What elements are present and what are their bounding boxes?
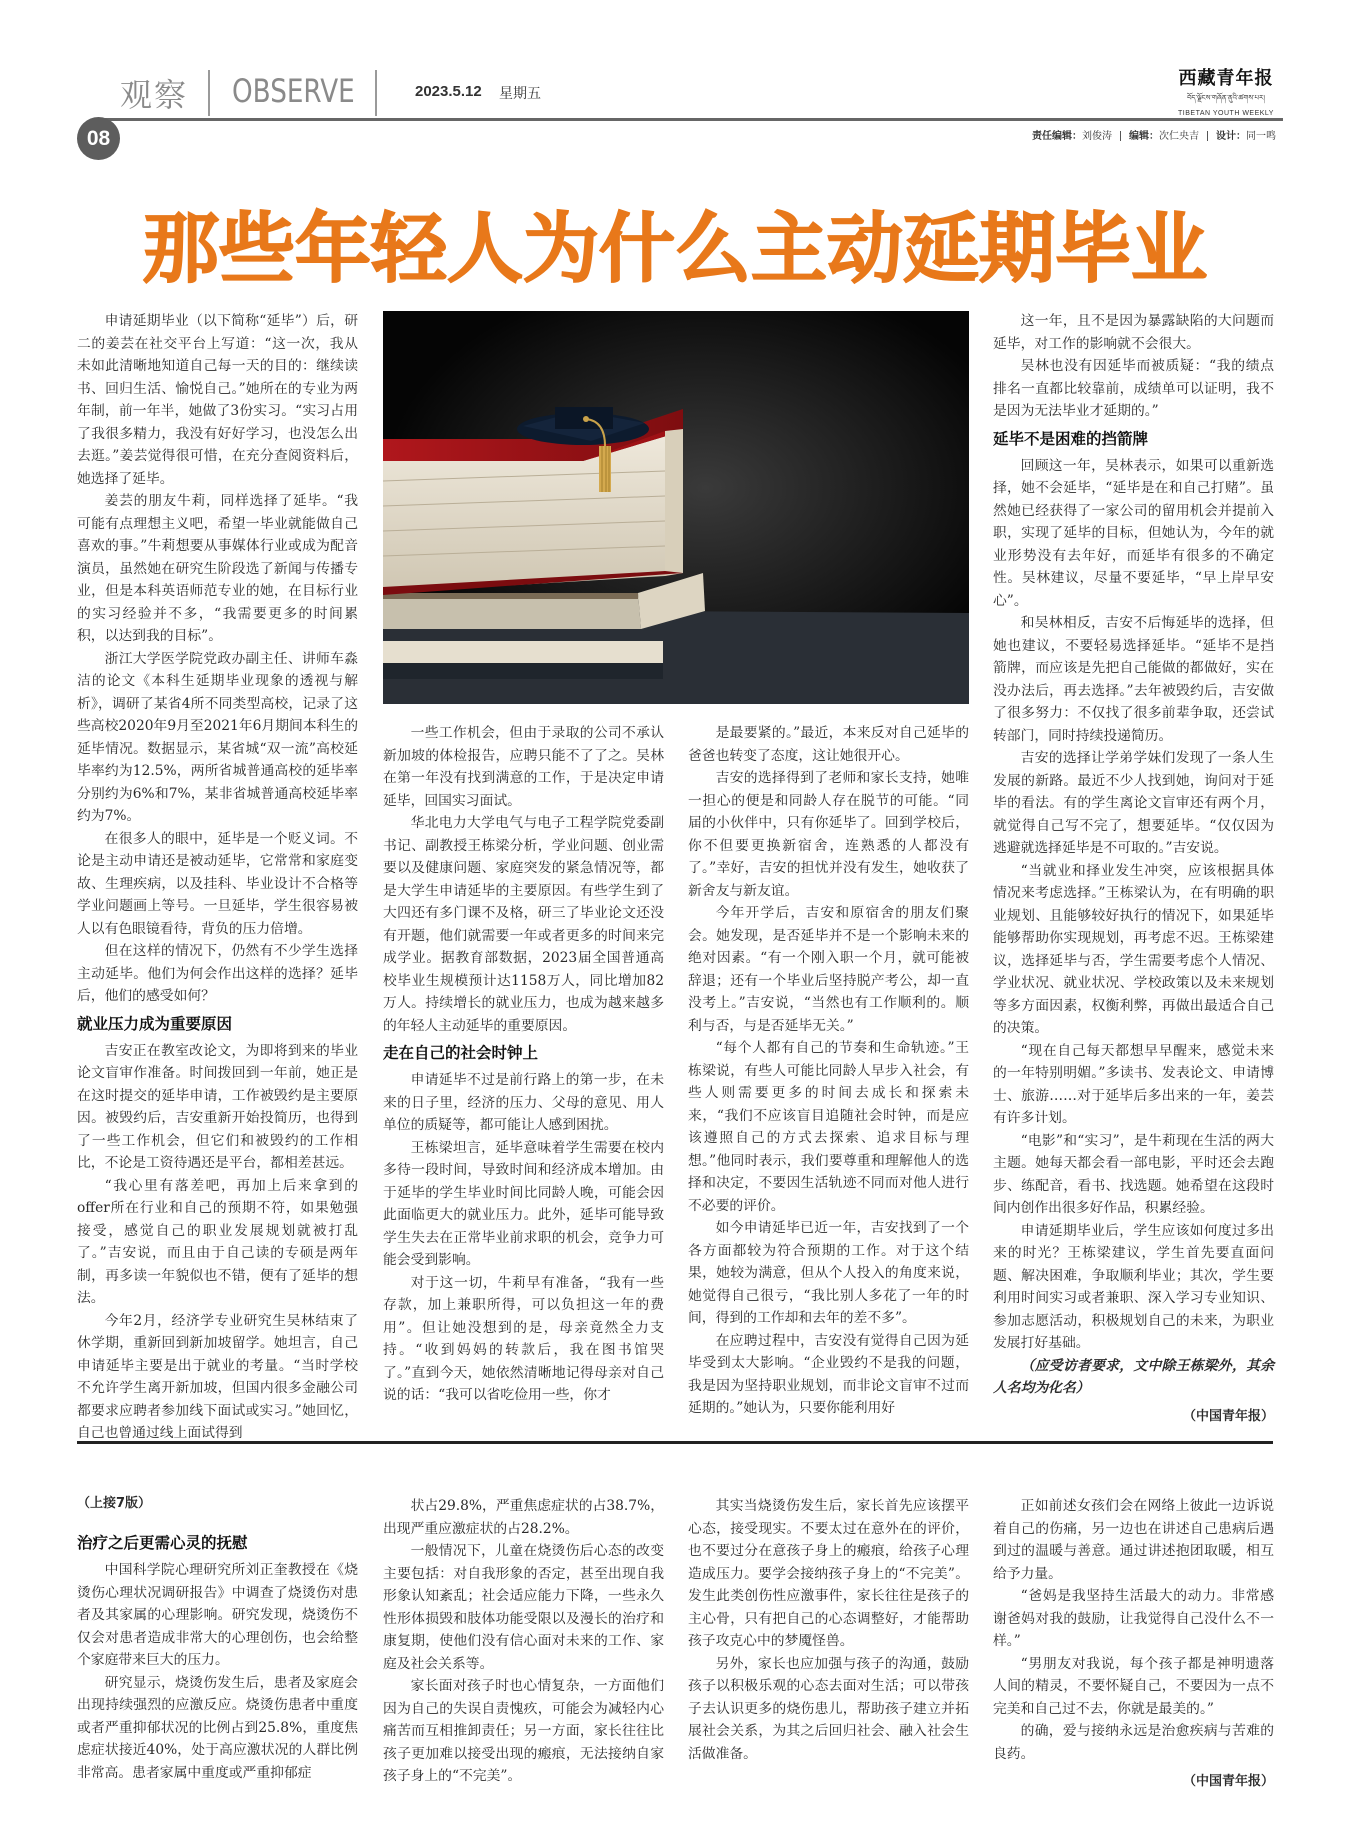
article-col1-paragraphs bbox=[77, 310, 358, 1008]
bottom-col4-paragraphs bbox=[993, 1495, 1274, 1765]
issue-date: 2023.5.12 bbox=[415, 83, 482, 100]
article-col2-paragraphs bbox=[383, 722, 664, 1037]
paragraph: 另外，家长也应加强与孩子的沟通，鼓励孩子以积极乐观的心态去面对生活；可以带孩子去认识更多的烧伤患儿，帮助孩子建立并拓展社会关系，为其之后回归社会、融入社会生活做准备。 bbox=[688, 1655, 969, 1762]
paragraph: “爸妈是我坚持生活最大的动力。非常感谢爸妈对我的鼓励，让我觉得自己没什么不一样。” bbox=[993, 1588, 1274, 1649]
copy-editor-name: 次仁央吉 bbox=[1159, 131, 1199, 142]
paragraph: 一般情况下，儿童在烧烫伤后心态的改变主要包括：对自我形象的否定，甚至出现自我形象认知紊乱；社会适应能力下降，一些永久性形体损毁和肢体功能受限以及漫长的治疗和康复期，使他们没有信心面对未来的工作、家庭及社会关系等。 bbox=[383, 1543, 664, 1672]
paragraph: 研究显示，烧烫伤发生后，患者及家庭会出现持续强烈的应激反应。烧烫伤患者中重度或者严重抑郁状况的比例占到25.8%，重度焦虑症状接近40%，处于高应激状况的人群比例非常高。患者家属中重度或严重抑郁症 bbox=[77, 1674, 358, 1781]
section-title-en: OBSERVE bbox=[232, 72, 355, 110]
continued-label: （上接7版） bbox=[77, 1496, 152, 1511]
paragraph: 华北电力大学电气与电子工程学院党委副书记、副教授王栋梁分析，学业问题、创业需要以及健康问题、家庭突发的紧急情况等，都是大学生申请延毕的主要原因。有些学生到了大四还有多门课不及格，研三了毕业论文还没有开题，他们就需要一年或者更多的时间来完成学业。据教育部数据，2023届全国普通高校毕业生规模预计达1158万人，同比增加82万人。持续增长的就业压力，也成为越来越多的年轻人主动延毕的重要原因。 bbox=[383, 815, 664, 1034]
masthead-title: 西藏青年报 bbox=[1178, 68, 1274, 89]
bottom-column-4 bbox=[993, 1495, 1274, 1813]
paragraph: 王栋梁坦言，延毕意味着学生需要在校内多待一段时间，导致时间和经济成本增加。由于延毕的学生毕业时间比同龄人晚，可能会因此面临更大的就业压力。此外，延毕可能导致学生失去在正常毕业前求职的机会，竞争力可能会受到影响。 bbox=[383, 1139, 664, 1268]
subheading-not-excuse: 延毕不是困难的挡箭牌 bbox=[993, 429, 1149, 448]
paragraph: 这一年，且不是因为暴露缺陷的大问题而延毕，对工作的影响就不会很大。 bbox=[993, 313, 1274, 352]
header-rule bbox=[105, 118, 1283, 121]
paragraph: “男朋友对我说，每个孩子都是神明遗落人间的精灵，不要怀疑自己，不要因为一点不完美和自己过不去，你就是最美的。” bbox=[993, 1655, 1274, 1717]
paragraph: 但在这样的情况下，仍然有不少学生选择主动延毕。他们为何会作出这样的选择？延毕后，他们的感受如何？ bbox=[77, 943, 358, 1004]
paragraph: 和吴林相反，吉安不后悔延毕的选择，但她也建议，不要轻易选择延毕。“延毕不是挡箭牌，而应该是先把自己能做的都做好，实在没办法后，再去选择。”去年被毁约后，吉安做了很多努力：不仅找了很多前辈争取，还尝试转部门，同时持续投递简历。 bbox=[993, 615, 1274, 744]
paragraph: 吉安的选择得到了老师和家长支持，她唯一担心的便是和同龄人存在脱节的可能。“同届的小伙伴中，只有你延毕了。回到学校后，你不但要更换新宿舍，连熟悉的人都没有了。”幸好，吉安的担忧并没有发生，她收获了新舍友与新友谊。 bbox=[688, 770, 969, 899]
editor-credits bbox=[1032, 127, 1276, 142]
paragraph: 是最要紧的。”最近，本来反对自己延毕的爸爸也转变了态度，这让她很开心。 bbox=[688, 725, 969, 764]
paragraph: 姜芸的朋友牛莉，同样选择了延毕。“我可能有点理想主义吧，希望一毕业就能做自己喜欢的事。”牛莉想要从事媒体行业或成为配音演员，虽然她在研究生阶段选了新闻与传播专业，但是本科英语师范专业的她，在目标行业的实习经验并不多，“我需要更多的时间累积，以达到我的目标”。 bbox=[77, 493, 358, 644]
article-col1-after bbox=[77, 1040, 358, 1445]
bottom-source-label: （中国青年报） bbox=[1182, 1774, 1274, 1789]
paragraph: 的确，爱与接纳永远是治愈疾病与苦难的良药。 bbox=[993, 1723, 1274, 1762]
bottom-col2-paragraphs bbox=[383, 1495, 664, 1788]
article-column-2 bbox=[383, 722, 664, 1430]
credit-separator bbox=[1207, 131, 1208, 141]
paragraph: 回顾这一年，吴林表示，如果可以重新选择，她不会延毕，“延毕是在和自己打赌”。虽然她已经获得了一家公司的留用机会并提前入职，实现了延毕的目标，但她认为，今年的就业形势没有去年好，而延毕有很多的不确定性。吴林建议，尽量不要延毕，“早上岸早安心”。 bbox=[993, 457, 1274, 609]
article-column-3 bbox=[688, 722, 969, 1430]
article-col4-paragraphs bbox=[993, 310, 1274, 423]
paragraph: 今年开学后，吉安和原宿舍的朋友们聚会。她发现，是否延毕并不是一个影响未来的绝对因素。“有一个刚入职一个月，就可能被辞退；还有一个毕业后坚持脱产考公，却一直没考上。”吉安说，“当然也有工作顺利的。顺利与否，与是否延毕无关。” bbox=[688, 905, 969, 1034]
paragraph: 申请延期毕业后，学生应该如何度过多出来的时光？王栋梁建议，学生首先要直面问题、解决困难，争取顺利毕业；其次，学生要利用时间实习或者兼职、深入学习专业知识、参加志愿活动，积极规划自己的未来，为职业发展打好基础。 bbox=[993, 1222, 1274, 1351]
paragraph: 在很多人的眼中，延毕是一个贬义词。不论是主动申请还是被动延毕，它常常和家庭变故、生理疾病，以及挂科、毕业设计不合格等学业问题画上等号。一旦延毕，学生很容易被人以有色眼镜看待，背负的压力倍增。 bbox=[77, 830, 358, 937]
article-column-1 bbox=[77, 310, 358, 1441]
bottom-heading: 治疗之后更需心灵的抚慰 bbox=[77, 1534, 248, 1552]
paragraph: 中国科学院心理研究所刘正奎教授在《烧烫伤心理状况调研报告》中调查了烧烫伤对患者及其家属的心理影响。研究发现，烧烫伤不仅会对患者造成非常大的心理创伤，也会给整个家庭带来巨大的压力。 bbox=[77, 1562, 358, 1668]
article-column-4 bbox=[993, 310, 1274, 1430]
paragraph: 其实当烧烫伤发生后，家长首先应该摆平心态，接受现实。不要太过在意外在的评价，也不要过分在意孩子身上的瘢痕，给孩子心理造成压力。要学会接纳孩子身上的“不完美”。发生此类创伤性应激事件，家长往往是孩子的主心骨，只有把自己的心态调整好，才能帮助孩子攻克心中的梦魇怪兽。 bbox=[688, 1498, 969, 1649]
editor-label: 责任编辑： bbox=[1032, 131, 1082, 142]
paragraph: “当就业和择业发生冲突，应该根据具体情况来考虑选择。”王栋梁认为，在有明确的职业规划、且能够较好执行的情况下，如果延毕能够帮助你实现规划，再考虑不迟。王栋梁建议，选择延毕与否，学生需要考虑个人情况、学业状况、就业状况、学校政策以及未来规划等多方面因素，权衡利弊，再做出最适合自己的决策。 bbox=[993, 862, 1274, 1036]
page-number-badge: 08 bbox=[77, 117, 120, 160]
bottom-column-3 bbox=[688, 1495, 969, 1813]
bottom-column-2 bbox=[383, 1495, 664, 1813]
paragraph: 申请延期毕业（以下简称“延毕”）后，研二的姜芸在社交平台上写道：“这一次，我从未如此清晰地知道自己每一天的目的：继续读书、回归生活、愉悦自己。”她所在的专业为两年制，前一年半，她做了3份实习。“实习占用了我很多精力，我没有好好学习，也没怎么出去逛。”姜芸觉得很可惜，在充分查阅资料后，她选择了延毕。 bbox=[77, 313, 358, 487]
designer-name: 同一鸣 bbox=[1246, 131, 1276, 142]
paragraph: 如今申请延毕已近一年，吉安找到了一个各方面都较为符合预期的工作。对于这个结果，她较为满意，但从个人投入的角度来说，她觉得自己很亏，“我比别人多花了一年的时间，得到的工作却和去年的差不多”。 bbox=[688, 1220, 969, 1326]
paragraph: “我心里有落差吧，再加上后来拿到的offer所在行业和自己的预期不符，如果勉强接受，感觉自己的职业发展规划就被打乱了。”吉安说，而且由于自己读的专硕是两年制，再多读一年貌似也不错，便有了延毕的想法。 bbox=[77, 1177, 358, 1306]
issue-weekday: 星期五 bbox=[499, 86, 541, 102]
copy-editor-label: 编辑： bbox=[1129, 131, 1159, 142]
masthead-logo bbox=[1176, 64, 1276, 117]
paragraph: 在应聘过程中，吉安没有觉得自己因为延毕受到太大影响。“企业毁约不是我的问题，我是因为坚持职业规划，而非论文盲审不过而延期的。”她认为，只要你能利用好 bbox=[688, 1332, 969, 1416]
designer-label: 设计： bbox=[1216, 131, 1246, 142]
header-divider bbox=[208, 70, 210, 116]
paragraph: 正如前述女孩们会在网络上彼此一边诉说着自己的伤痛，另一边也在讲述自己患病后遇到过的温暖与善意。通过讲述抱团取暖，相互给予力量。 bbox=[993, 1498, 1274, 1582]
paragraph: 状占29.8%，严重焦虑症状的占38.7%，出现严重应激症状的占28.2%。 bbox=[383, 1498, 664, 1537]
editor-name: 刘俊涛 bbox=[1082, 131, 1112, 142]
article-col3-paragraphs bbox=[688, 722, 969, 1420]
paragraph: 申请延毕不过是前行路上的第一步，在未来的日子里，经济的压力、父母的意见、用人单位的质疑等，都可能让人感到困扰。 bbox=[383, 1072, 664, 1133]
paragraph: 吉安的选择让学弟学妹们发现了一条人生发展的新路。最近不少人找到她，询问对于延毕的看法。有的学生离论文盲审还有两个月，就觉得自己写不完了，想要延毕。“仅仅因为逃避就选择延毕是不可取的。”吉安说。 bbox=[993, 750, 1274, 856]
author-note: （应受访者要求，文中除王栋梁外，其余人名均为化名） bbox=[993, 1357, 1274, 1396]
source-label: （中国青年报） bbox=[1182, 1408, 1274, 1424]
paragraph: 家长面对孩子时也心情复杂，一方面他们因为自己的失误自责愧疚，可能会为减轻内心痛苦而互相推卸责任；另一方面，家长往往比孩子更加难以接受出现的瘢痕，无法接纳自家孩子身上的“不完美”。 bbox=[383, 1678, 664, 1784]
graduation-cap-photo bbox=[383, 311, 969, 704]
header-divider bbox=[375, 70, 377, 116]
subheading-employment-pressure: 就业压力成为重要原因 bbox=[77, 1014, 233, 1033]
paragraph: 吉安正在教室改论文，为即将到来的毕业论文盲审作准备。时间拨回到一年前，她正是在这时提交的延毕申请，工作被毁约是主要原因。被毁约后，吉安重新开始投简历，也得到了一些工作机会，但它们和被毁约的工作相比，不论是工资待遇还是平台，都相差甚远。 bbox=[77, 1042, 358, 1171]
credit-separator bbox=[1120, 131, 1121, 141]
bottom-col1-paragraphs bbox=[77, 1559, 358, 1784]
graduation-cap-books-icon bbox=[383, 311, 969, 704]
masthead-tibetan: བོད་ལྗོངས་གཞོན་ནུའི་ཚགས་པར། bbox=[1187, 94, 1265, 102]
paragraph: “电影”和“实习”，是牛莉现在生活的两大主题。她每天都会看一部电影，平时还会去跑步、练配音，看书、找选题。她希望在这段时间内创作出很多好作品，积累经验。 bbox=[993, 1132, 1274, 1216]
paragraph: “每个人都有自己的节奏和生命轨迹。”王栋梁说，有些人可能比同龄人早步入社会，有些人则需要更多的时间去成长和探索未来，“我们不应该盲目追随社会时钟，而是应该遵照自己的方式去探索、追求目标与理想。”他同时表示，我们要尊重和理解他人的选择和决定，不要因生活轨迹不同而对他人进行不必要的评价。 bbox=[688, 1040, 969, 1214]
paragraph: 今年2月，经济学专业研究生吴林结束了休学期，重新回到新加坡留学。她坦言，自己申请延毕主要是出于就业的考量。“当时学校不允许学生离开新加坡，但国内很多金融公司都要求应聘者参加线下面试或实习。”她回忆，自己也曾通过线上面试得到 bbox=[77, 1312, 358, 1441]
paragraph: 吴林也没有因延毕而被质疑：“我的绩点排名一直都比较靠前，成绩单可以证明，我不是因为无法毕业才延期的。” bbox=[993, 358, 1274, 419]
paragraph: 一些工作机会，但由于录取的公司不承认新加坡的体检报告，应聘只能不了了之。吴林在第一年没有找到满意的工作，于是决定申请延毕，回国实习面试。 bbox=[383, 725, 664, 809]
bottom-column-1 bbox=[77, 1492, 358, 1812]
article-col4-after bbox=[993, 455, 1274, 1355]
paragraph: “现在自己每天都想早早醒来，感觉未来的一年特别明媚。”多读书、发表论文、申请博士、旅游……对于延毕后多出来的一年，姜芸有许多计划。 bbox=[993, 1042, 1274, 1126]
paragraph: 浙江大学医学院党政办副主任、讲师车淼洁的论文《本科生延期毕业现象的透视与解析》，调研了某省4所不同类型高校，记录了这些高校2020年9月至2021年6月期间本科生的延毕情况。数据显示，某省城“双一流”高校延毕率约为12.5%，两所省城普通高校的延毕率分别约为6%和7%，某非省城普通高校延毕率约为7%。 bbox=[77, 650, 358, 824]
article-headline: 那些年轻人为什么主动延期毕业 bbox=[143, 204, 1207, 293]
subheading-social-clock: 走在自己的社会时钟上 bbox=[383, 1044, 539, 1062]
paragraph: 对于这一切，牛莉早有准备，“我有一些存款，加上兼职所得，可以负担这一年的费用”。但让她没想到的是，母亲竟然全力支持。“收到妈妈的转款后，我在图书馆哭了。”直到今天，她依然清晰地记得母亲对自己说的话：“我可以省吃俭用一些，你才 bbox=[383, 1274, 664, 1403]
masthead-english: TIBETAN YOUTH WEEKLY bbox=[1178, 110, 1274, 117]
article-col2-after bbox=[383, 1069, 664, 1407]
section-title-cn: 观察 bbox=[120, 76, 189, 114]
section-divider bbox=[77, 1441, 1273, 1444]
bottom-col3-paragraphs bbox=[688, 1495, 969, 1765]
